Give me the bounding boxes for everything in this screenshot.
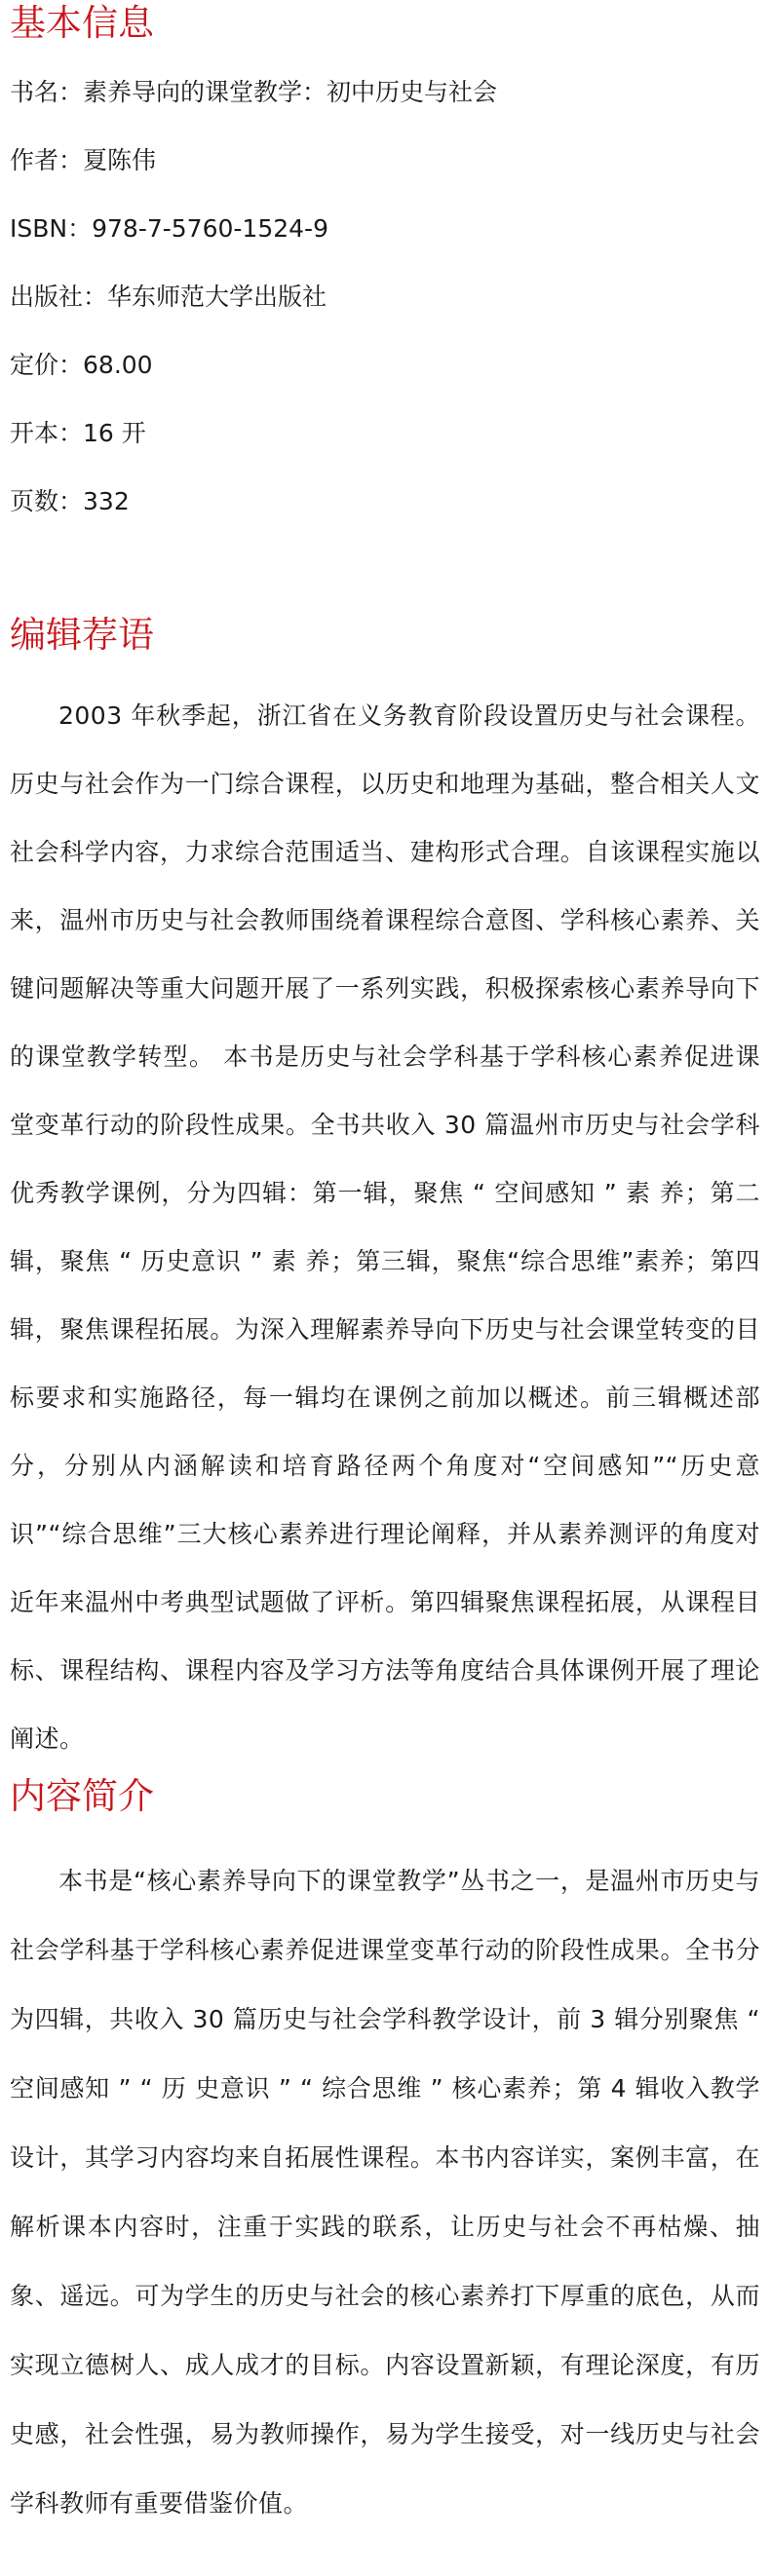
info-value: 978-7-5760-1524-9 bbox=[92, 214, 328, 243]
info-label: 出版社： bbox=[10, 283, 108, 311]
info-label: 书名： bbox=[10, 78, 84, 106]
info-price bbox=[10, 348, 153, 383]
content-intro-heading: 内容简介 bbox=[10, 1775, 154, 1817]
info-value: 华东师范大学出版社 bbox=[107, 283, 327, 311]
info-pages bbox=[10, 484, 130, 519]
info-value: 16 开 bbox=[83, 419, 146, 447]
info-value: 夏陈伟 bbox=[83, 146, 157, 174]
info-label: 页数： bbox=[10, 487, 84, 515]
info-value: 素养导向的课堂教学：初中历史与社会 bbox=[83, 78, 498, 106]
info-value: 332 bbox=[83, 487, 130, 515]
info-value: 68.00 bbox=[83, 351, 153, 379]
info-publisher bbox=[10, 280, 327, 315]
editor-recommendation-body: 2003 年秋季起，浙江省在义务教育阶段设置历史与社会课程。历史与社会作为一门综合课程，以历史和地理为基础，整合相关人文社会科学内容，力求综合范围适当、建构形式合理。自该课程实施以来，温州市历史与社会教师围绕着课程综合意图、学科核心素养、关键问题解决等重大问题开展了一系列实践，积极探索核心素养导向下的课堂教学转型。 本书是历史与社会学科基于学科核心素养促进课堂变革行动的阶段性成果。全书共收入 30 篇温州市历史与社会学科优秀教学课例，分为四辑：第一辑，聚焦 “ 空间感知 ” 素 养；第二辑，聚焦 “ 历史意识 ” 素 养；第三辑，聚焦“综合思维”素养；第四辑，聚焦课程拓展。为深入理解素养导向下历史与社会课堂转变的目标要求和实施路径，每一辑均在课例之前加以概述。前三辑概述部分，分别从内涵解读和培育路径两个角度对“空间感知”“历史意识”“综合思维”三大核心素养进行理论阐释，并从素养测评的角度对近年来温州中考典型试题做了评析。第四辑聚焦课程拓展，从课程目标、课程结构、课程内容及学习方法等角度结合具体课例开展了理论阐述。 bbox=[10, 701, 760, 1753]
editor-recommendation-heading: 编辑荐语 bbox=[10, 614, 154, 656]
info-author bbox=[10, 143, 156, 178]
info-label: 开本： bbox=[10, 419, 84, 447]
info-format bbox=[10, 416, 146, 451]
info-label: 作者： bbox=[10, 146, 84, 174]
info-isbn bbox=[10, 211, 328, 246]
basic-info-heading: 基本信息 bbox=[10, 2, 154, 44]
info-book-title bbox=[10, 75, 497, 110]
info-label: ISBN： bbox=[10, 214, 93, 243]
info-label: 定价： bbox=[10, 351, 84, 379]
content-intro-body: 本书是“核心素养导向下的课堂教学”丛书之一，是温州市历史与社会学科基于学科核心素养促进课堂变革行动的阶段性成果。全书分为四辑，共收入 30 篇历史与社会学科教学设计，前 3 辑分别聚焦 “ 空间感知 ” “ 历 史意识 ” “ 综合思维 ” 核心素养；第 4 辑收入教学设计，其学习内容均来自拓展性课程。本书内容详实，案例丰富，在解析课本内容时，注重于实践的联系，让历史与社会不再枯燥、抽象、遥远。可为学生的历史与社会的核心素养打下厚重的底色，从而实现立德树人、成人成才的目标。内容设置新颖，有理论深度，有历史感，社会性强，易为教师操作，易为学生接受，对一线历史与社会学科教师有重要借鉴价值。 bbox=[10, 1867, 760, 2518]
